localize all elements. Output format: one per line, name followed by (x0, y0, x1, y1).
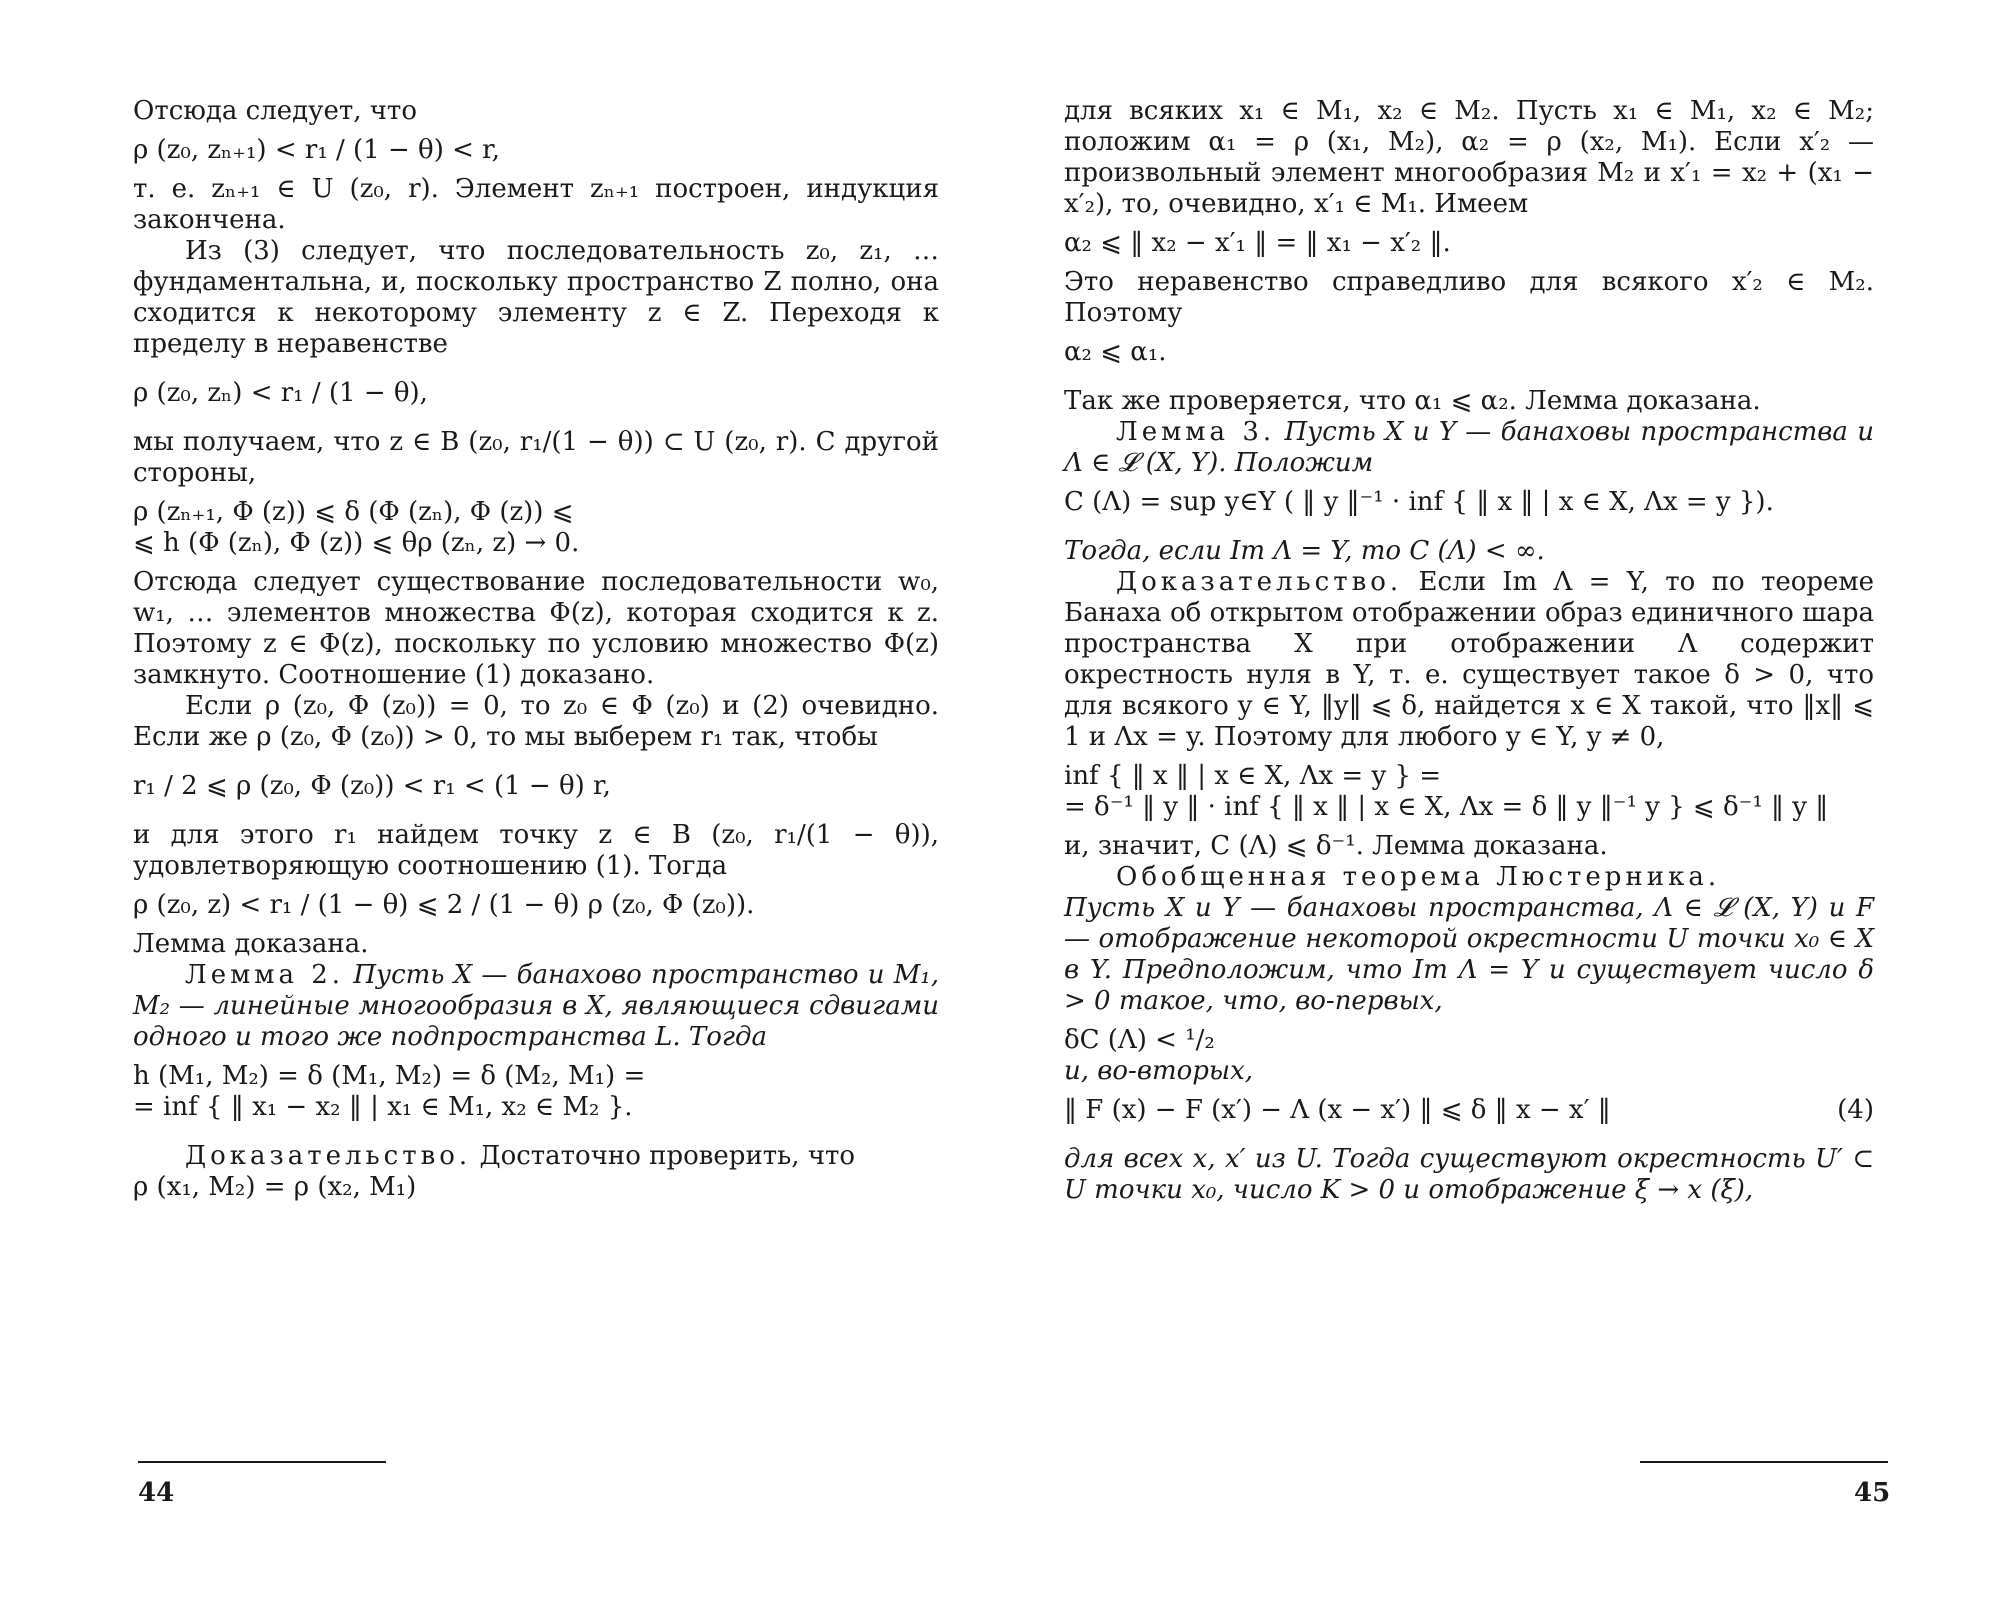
text-line: Так же проверяется, что α₁ ⩽ α₂. Лемма доказана. (1064, 386, 1761, 416)
formula: ρ (zₙ₊₁, Φ (z)) ⩽ δ (Φ (zₙ), Φ (z)) ⩽ (133, 497, 574, 527)
footer-rule-right (1640, 1461, 1888, 1463)
lemma-paragraph (1064, 417, 1874, 479)
left-page (133, 96, 939, 1203)
text-line: и, значит, C (Λ) ⩽ δ⁻¹. Лемма доказана. (1064, 831, 1608, 861)
page-number-right: 45 (1854, 1478, 1891, 1508)
lemma-paragraph (133, 960, 939, 1053)
paragraph: Из (3) следует, что последовательность z₀, z₁, … фундаментальна, и, поскольку пространство Z полно, она сходится к некоторому элементу z ∈ Z. Переходя к пределу в неравенстве (133, 236, 939, 359)
theorem-title: Обобщенная теорема Люстерника. (1116, 862, 1721, 892)
formula: inf { ‖ x ‖ | x ∈ X, Λx = y } = (1064, 761, 1442, 791)
proof-text: Если Im Λ = Y, то по теореме Банаха об открытом отображении образ единичного шара пространства X при отображении Λ содержит окрестность нуля в Y, т. е. существует такое δ > 0, что для всякого y ∈ Y, ‖y‖ ⩽ δ, найдется x ∈ X такой, что ‖x‖ ⩽ 1 и Λx = y. Поэтому для любого y ∈ Y, y ≠ 0, (1064, 567, 1875, 752)
formula: α₂ ⩽ ‖ x₂ − x′₁ ‖ = ‖ x₁ − x′₂ ‖. (1064, 228, 1451, 258)
formula-body: ‖ F (x) − F (x′) − Λ (x − x′) ‖ ⩽ δ ‖ x − x′ ‖ (1064, 1095, 1611, 1125)
text-line: Тогда, если Im Λ = Y, то C (Λ) < ∞. (1064, 536, 1545, 566)
proof-text: Достаточно проверить, что (479, 1141, 856, 1171)
paragraph: Это неравенство справедливо для всякого x′₂ ∈ M₂. Поэтому (1064, 267, 1874, 328)
text-line: Отсюда следует, что (133, 96, 417, 126)
formula: ρ (x₁, M₂) = ρ (x₂, M₁) (133, 1172, 417, 1202)
paragraph: и для этого r₁ найдем точку z ∈ B (z₀, r₁/(1 − θ)), удовлетворяющую соотношению (1). Тогда (133, 820, 939, 881)
formula: ρ (z₀, zₙ₊₁) < r₁ / (1 − θ) < r, (133, 135, 500, 165)
proof-title: Доказательство. (185, 1141, 472, 1171)
formula: ρ (z₀, zₙ) < r₁ / (1 − θ), (133, 378, 428, 408)
right-page (1064, 96, 1874, 1206)
text-line: Лемма доказана. (133, 929, 369, 959)
proof-paragraph (133, 1141, 939, 1172)
footer-rule-left (138, 1461, 386, 1463)
paragraph: Если ρ (z₀, Φ (z₀)) = 0, то z₀ ∈ Φ (z₀) и (2) очевидно. Если же ρ (z₀, Φ (z₀)) > 0, то мы выберем r₁ так, чтобы (133, 691, 939, 752)
lemma-statement: Пусть X — банахово пространство и M₁, M₂ — линейные многообразия в X, являющиеся сдвигами одного и того же подпространства L. Тогда (133, 960, 939, 1052)
formula: δC (Λ) < ¹/₂ (1064, 1025, 1215, 1055)
lemma-title: Лемма 3. (1116, 417, 1276, 447)
paragraph: для всяких x₁ ∈ M₁, x₂ ∈ M₂. Пусть x₁ ∈ M₁, x₂ ∈ M₂; положим α₁ = ρ (x₁, M₂), α₂ = ρ (x₂, M₁). Если x′₂ — произвольный элемент многообразия M₂ и x′₁ = x₂ + (x₁ − x′₂), то, очевидно, x′₁ ∈ M₁. Имеем (1064, 96, 1874, 219)
lemma-statement: Пусть X и Y — банаховы пространства и Λ ∈ 𝓛 (X, Y). Положим (1064, 417, 1874, 478)
formula: α₂ ⩽ α₁. (1064, 337, 1167, 367)
formula: C (Λ) = sup y∈Y ( ‖ y ‖⁻¹ · inf { ‖ x ‖ | x ∈ X, Λx = y }). (1064, 487, 1774, 517)
equation-number: (4) (1837, 1095, 1874, 1125)
formula: ⩽ h (Φ (zₙ), Φ (z)) ⩽ θρ (zₙ, z) → 0. (133, 528, 580, 558)
proof-title: Доказательство. (1116, 567, 1403, 597)
paragraph: мы получаем, что z ∈ B (z₀, r₁/(1 − θ)) ⊂ U (z₀, r). С другой стороны, (133, 427, 939, 488)
paragraph: для всех x, x′ из U. Тогда существуют окрестность U′ ⊂ U точки x₀, число K > 0 и отображение ξ → x (ξ), (1064, 1144, 1874, 1205)
theorem-statement: Пусть X и Y — банаховы пространства, Λ ∈ 𝓛 (X, Y) и F — отображение некоторой окрестности U точки x₀ ∈ X в Y. Предположим, что Im Λ = Y и существует число δ > 0 такое, что, во-первых, (1064, 893, 1874, 1016)
formula: = δ⁻¹ ‖ y ‖ · inf { ‖ x ‖ | x ∈ X, Λx = δ ‖ y ‖⁻¹ y } ⩽ δ⁻¹ ‖ y ‖ (1064, 792, 1829, 822)
formula-numbered (1064, 1095, 1874, 1126)
formula: r₁ / 2 ⩽ ρ (z₀, Φ (z₀)) < r₁ < (1 − θ) r, (133, 771, 611, 801)
paragraph: т. е. zₙ₊₁ ∈ U (z₀, r). Элемент zₙ₊₁ построен, индукция закончена. (133, 174, 939, 235)
lemma-title: Лемма 2. (185, 960, 345, 990)
page-number-left: 44 (138, 1478, 175, 1508)
formula: h (M₁, M₂) = δ (M₁, M₂) = δ (M₂, M₁) = (133, 1061, 646, 1091)
text-line: и, во-вторых, (1064, 1056, 1254, 1086)
formula: = inf { ‖ x₁ − x₂ ‖ | x₁ ∈ M₁, x₂ ∈ M₂ }. (133, 1092, 633, 1122)
proof-paragraph (1064, 567, 1874, 753)
paragraph: Отсюда следует существование последовательности w₀, w₁, … элементов множества Φ(z), которая сходится к z. Поэтому z ∈ Φ(z), поскольку по условию множество Φ(z) замкнуто. Соотношение (1) доказано. (133, 567, 939, 690)
formula: ρ (z₀, z) < r₁ / (1 − θ) ⩽ 2 / (1 − θ) ρ (z₀, Φ (z₀)). (133, 890, 755, 920)
